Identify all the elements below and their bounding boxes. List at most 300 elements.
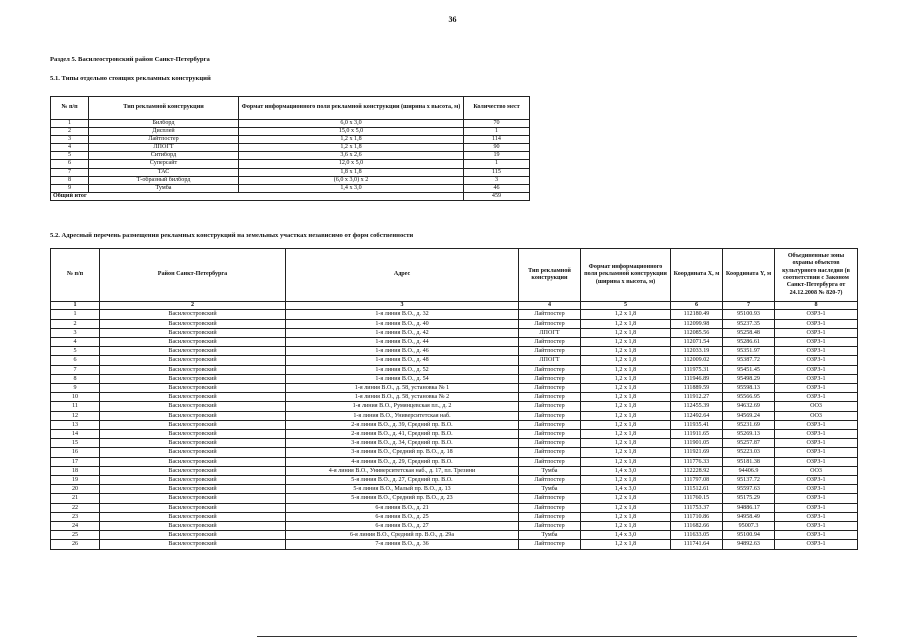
table-cell: ОО3 xyxy=(775,466,858,475)
table-cell: 26 xyxy=(51,540,100,549)
table-cell: 1,2 х 1,8 xyxy=(581,365,671,374)
table-cell: 19 xyxy=(464,152,530,160)
table-row xyxy=(51,540,858,549)
table-cell: 1,2 х 1,8 xyxy=(581,476,671,485)
column-number: 7 xyxy=(723,302,775,310)
table-cell: 111760.15 xyxy=(671,494,723,503)
table-cell: Василеостровский xyxy=(100,411,286,420)
table-cell: 6 xyxy=(51,160,89,168)
table-cell: 1,2 х 1,8 xyxy=(581,319,671,328)
table-cell: 115 xyxy=(464,168,530,176)
table-cell: 1 xyxy=(51,120,89,128)
table-cell: 1-я линия В.О., д. 58, установка № 2 xyxy=(286,393,519,402)
table-cell: 111946.89 xyxy=(671,374,723,383)
table-cell: 111512.61 xyxy=(671,485,723,494)
table-cell: 1-я линия В.О., д. 46 xyxy=(286,347,519,356)
table-cell: 1,2 х 1,8 xyxy=(581,430,671,439)
table-cell: 5 xyxy=(51,347,100,356)
total-label: Общий итог xyxy=(51,192,464,200)
table-cell: ОЗРЗ-1 xyxy=(775,430,858,439)
table-cell: ОЗРЗ-1 xyxy=(775,448,858,457)
table-row xyxy=(51,384,858,393)
table-cell: 1-я линия В.О., д. 44 xyxy=(286,338,519,347)
table-cell: Лайтпостер xyxy=(519,457,581,466)
table-cell: ОЗРЗ-1 xyxy=(775,540,858,549)
table-cell: 2 xyxy=(51,319,100,328)
table-row xyxy=(51,120,530,128)
table-cell: 1,2 х 1,8 xyxy=(581,512,671,521)
table-row xyxy=(51,319,858,328)
table-cell: 1-я линия В.О., д. 42 xyxy=(286,328,519,337)
table-cell: 1,2 х 1,8 xyxy=(581,402,671,411)
table-cell: ОЗРЗ-1 xyxy=(775,384,858,393)
table-row xyxy=(51,457,858,466)
section-title: Раздел 5. Василеостровский район Санкт-Петербурга xyxy=(50,56,210,63)
table-cell: 1,2 х 1,8 xyxy=(581,374,671,383)
table-cell: 94892.63 xyxy=(723,540,775,549)
table2-column-number-row xyxy=(51,302,858,310)
table-row xyxy=(51,420,858,429)
table-cell: 1,2 х 1,8 xyxy=(581,448,671,457)
table-cell: 111889.59 xyxy=(671,384,723,393)
table-cell: 95387.72 xyxy=(723,356,775,365)
table-cell: Лайтпостер xyxy=(519,347,581,356)
table-row xyxy=(51,430,858,439)
table-row xyxy=(51,176,530,184)
table-cell: Тумба xyxy=(519,466,581,475)
table-cell: 23 xyxy=(51,512,100,521)
table-cell: 5-я линия В.О., Средний пр. В.О., д. 23 xyxy=(286,494,519,503)
table-cell: Василеостровский xyxy=(100,540,286,549)
table-cell: 13 xyxy=(51,420,100,429)
table-cell: ОЗРЗ-1 xyxy=(775,338,858,347)
table-cell: Василеостровский xyxy=(100,457,286,466)
table-row xyxy=(51,522,858,531)
table-cell: 4-я линия В.О., Университетская наб., д. 17, пл. Трезини xyxy=(286,466,519,475)
table-cell: 7-я линия В.О., д. 36 xyxy=(286,540,519,549)
table-cell: ТАС xyxy=(89,168,239,176)
total-value: 459 xyxy=(464,192,530,200)
table-cell: Лайтпостер xyxy=(519,393,581,402)
table-cell: 95100.93 xyxy=(723,310,775,319)
table-cell: 112099.98 xyxy=(671,319,723,328)
table-cell: 95258.48 xyxy=(723,328,775,337)
table2-header: № п/п xyxy=(51,249,100,302)
table-cell: 1,2 х 1,8 xyxy=(581,494,671,503)
table-cell: 112180.49 xyxy=(671,310,723,319)
table-cell: 3 xyxy=(51,136,89,144)
table-cell: 1 xyxy=(464,128,530,136)
table-row xyxy=(51,356,858,365)
table-cell: Василеостровский xyxy=(100,374,286,383)
table-cell: ОЗРЗ-1 xyxy=(775,503,858,512)
table-cell: 95181.38 xyxy=(723,457,775,466)
table-cell: 6-я линия В.О., д. 27 xyxy=(286,522,519,531)
table-cell: 6-я линия В.О., д. 25 xyxy=(286,512,519,521)
table2-header: Тип рекламной конструкции xyxy=(519,249,581,302)
table-row xyxy=(51,184,530,192)
table-cell: ОЗРЗ-1 xyxy=(775,328,858,337)
column-number: 8 xyxy=(775,302,858,310)
table-cell: Лайтпостер xyxy=(519,411,581,420)
table2-header: Формат информационного поля рекламной конструкции (ширина х высота, м) xyxy=(581,249,671,302)
table-cell: Василеостровский xyxy=(100,448,286,457)
table-cell: Василеостровский xyxy=(100,439,286,448)
column-number: 4 xyxy=(519,302,581,310)
table1-header: Формат информационного поля рекламной конструкции (ширина х высота, м) xyxy=(239,97,464,120)
table-cell: 95351.97 xyxy=(723,347,775,356)
table-cell: 94632.69 xyxy=(723,402,775,411)
table-cell: 4 xyxy=(51,144,89,152)
table1-header-row xyxy=(51,97,530,120)
table-cell: 3 xyxy=(51,328,100,337)
table-cell: 3-я линия В.О., д. 34, Средний пр. В.О. xyxy=(286,439,519,448)
table-cell: Лайтпостер xyxy=(519,402,581,411)
table-cell: Лайтпостер xyxy=(519,374,581,383)
table-cell: 12,0 х 5,0 xyxy=(239,160,464,168)
table-row xyxy=(51,393,858,402)
table-row xyxy=(51,328,858,337)
table-cell: 112071.54 xyxy=(671,338,723,347)
table-row xyxy=(51,168,530,176)
table-cell: ЛПОГТ xyxy=(519,356,581,365)
table-cell: Лайтпостер xyxy=(519,430,581,439)
table-cell: 1-я линия В.О., д. 48 xyxy=(286,356,519,365)
table-cell: 1,2 х 1,8 xyxy=(581,540,671,549)
table-cell: 15,0 х 5,0 xyxy=(239,128,464,136)
table-cell: Василеостровский xyxy=(100,503,286,512)
table-cell: 112492.64 xyxy=(671,411,723,420)
table-row xyxy=(51,152,530,160)
table-cell: ЛПОГТ xyxy=(519,328,581,337)
table-cell: 95257.87 xyxy=(723,439,775,448)
table-cell: 95100.94 xyxy=(723,531,775,540)
table-cell: 20 xyxy=(51,485,100,494)
table-row xyxy=(51,128,530,136)
page-number: 36 xyxy=(448,15,457,24)
table-cell: 7 xyxy=(51,168,89,176)
table-cell: 1,4 х 3,0 xyxy=(581,485,671,494)
table-cell: 95566.95 xyxy=(723,393,775,402)
table-cell: 3 xyxy=(464,176,530,184)
table-cell: 24 xyxy=(51,522,100,531)
table-cell: 6,0 х 3,0 xyxy=(239,120,464,128)
table-cell: 6-я линия В.О., д. 21 xyxy=(286,503,519,512)
table-cell: 112033.19 xyxy=(671,347,723,356)
table-cell: 111797.08 xyxy=(671,476,723,485)
table-cell: 25 xyxy=(51,531,100,540)
table-cell: 1,2 х 1,8 xyxy=(581,503,671,512)
table-cell: Василеостровский xyxy=(100,384,286,393)
table-cell: 95231.69 xyxy=(723,420,775,429)
table-cell: Тумба xyxy=(89,184,239,192)
table-cell: Василеостровский xyxy=(100,476,286,485)
table-cell: Василеостровский xyxy=(100,393,286,402)
table-cell: 94958.49 xyxy=(723,512,775,521)
table-cell: 17 xyxy=(51,457,100,466)
table-cell: Василеостровский xyxy=(100,420,286,429)
table-row xyxy=(51,365,858,374)
table-cell: 1,2 х 1,8 xyxy=(239,144,464,152)
table-cell: Василеостровский xyxy=(100,522,286,531)
table-cell: 1,2 х 1,8 xyxy=(581,393,671,402)
table-cell: 1-я линия В.О., Румянцевская пл., д. 2 xyxy=(286,402,519,411)
table-cell: 112455.39 xyxy=(671,402,723,411)
table2-header-row xyxy=(51,249,858,302)
table-cell: 1,2 х 1,8 xyxy=(581,310,671,319)
table-row xyxy=(51,494,858,503)
table-cell: 1-я линия В.О., д. 54 xyxy=(286,374,519,383)
table-cell: 10 xyxy=(51,393,100,402)
table2-header: Район Санкт-Петербурга xyxy=(100,249,286,302)
table-cell: 16 xyxy=(51,448,100,457)
table-cell: ОЗРЗ-1 xyxy=(775,522,858,531)
table-cell: 4-я линия В.О., д. 29, Средний пр. В.О. xyxy=(286,457,519,466)
table-cell: 8 xyxy=(51,374,100,383)
table-cell: 5-я линия В.О., д. 27, Средний пр. В.О. xyxy=(286,476,519,485)
table-cell: ЛПОГТ xyxy=(89,144,239,152)
table-cell: 7 xyxy=(51,365,100,374)
column-number: 6 xyxy=(671,302,723,310)
table-cell: 111753.37 xyxy=(671,503,723,512)
table-cell: Дисплей xyxy=(89,128,239,136)
table-row xyxy=(51,439,858,448)
table-cell: 1-я линия В.О., Университетская наб. xyxy=(286,411,519,420)
table-cell: Василеостровский xyxy=(100,310,286,319)
table-cell: 1,2 х 1,8 xyxy=(581,522,671,531)
table-row xyxy=(51,448,858,457)
table1-header: Тип рекламной конструкции xyxy=(89,97,239,120)
table-cell: 11 xyxy=(51,402,100,411)
table-cell: 1 xyxy=(464,160,530,168)
table-cell: 18 xyxy=(51,466,100,475)
table1-body xyxy=(51,120,530,193)
table-cell: ОЗРЗ-1 xyxy=(775,494,858,503)
table-cell: 111776.33 xyxy=(671,457,723,466)
table-cell: Василеостровский xyxy=(100,531,286,540)
table-cell: Василеостровский xyxy=(100,494,286,503)
table-cell: 111935.41 xyxy=(671,420,723,429)
table-cell: Лайтпостер xyxy=(519,512,581,521)
table-cell: 8 xyxy=(51,176,89,184)
table-cell: 21 xyxy=(51,494,100,503)
table-row xyxy=(51,411,858,420)
table-cell: 2-я линия В.О., д. 39, Средний пр. В.О. xyxy=(286,420,519,429)
table-cell: ОЗРЗ-1 xyxy=(775,485,858,494)
table-cell: ОЗРЗ-1 xyxy=(775,374,858,383)
table-cell: 1,4 х 3,0 xyxy=(581,466,671,475)
table-cell: ОЗРЗ-1 xyxy=(775,319,858,328)
table-cell: ОЗРЗ-1 xyxy=(775,457,858,466)
table-row xyxy=(51,512,858,521)
table-cell: ОЗРЗ-1 xyxy=(775,347,858,356)
table-cell: 95223.03 xyxy=(723,448,775,457)
table-cell: 4 xyxy=(51,338,100,347)
table-cell: 1,2 х 1,8 xyxy=(581,384,671,393)
table-cell: 95007.3 xyxy=(723,522,775,531)
table-cell: Лайтпостер xyxy=(89,136,239,144)
table-cell: 12 xyxy=(51,411,100,420)
table2-header: Координата Y, м xyxy=(723,249,775,302)
table-cell: 1-я линия В.О., д. 32 xyxy=(286,310,519,319)
table-cell: ОЗРЗ-1 xyxy=(775,439,858,448)
table-cell: 1,2 х 1,8 xyxy=(239,136,464,144)
table2-header: Координата X, м xyxy=(671,249,723,302)
table-cell: 70 xyxy=(464,120,530,128)
table-cell: 112228.92 xyxy=(671,466,723,475)
table-cell: 95269.13 xyxy=(723,430,775,439)
table-cell: 114 xyxy=(464,136,530,144)
table-cell: Лайтпостер xyxy=(519,420,581,429)
table-cell: 1-я линия В.О., д. 40 xyxy=(286,319,519,328)
table-cell: Василеостровский xyxy=(100,338,286,347)
table-cell: 111975.31 xyxy=(671,365,723,374)
table-cell: Василеостровский xyxy=(100,356,286,365)
table-cell: 112009.02 xyxy=(671,356,723,365)
table-cell: 9 xyxy=(51,384,100,393)
table-cell: 9 xyxy=(51,184,89,192)
table1-header: Количество мест xyxy=(464,97,530,120)
column-number: 1 xyxy=(51,302,100,310)
table-cell: 94569.24 xyxy=(723,411,775,420)
table-cell: Тумба xyxy=(519,531,581,540)
table-cell: 5 xyxy=(51,152,89,160)
table-cell: Ситиборд xyxy=(89,152,239,160)
table-row xyxy=(51,338,858,347)
table-cell: ОЗРЗ-1 xyxy=(775,531,858,540)
table-cell: 1,2 х 1,8 xyxy=(581,420,671,429)
table-cell: 5-я линия В.О., Малый пр. В.О., д. 13 xyxy=(286,485,519,494)
table1-total-row xyxy=(51,192,530,200)
table-cell: Василеостровский xyxy=(100,466,286,475)
table-cell: ОЗРЗ-1 xyxy=(775,310,858,319)
table-cell: Василеостровский xyxy=(100,402,286,411)
table-cell: Лайтпостер xyxy=(519,476,581,485)
table-row xyxy=(51,476,858,485)
table-cell: 1-я линия В.О., д. 58, установка № 1 xyxy=(286,384,519,393)
table-cell: Лайтпостер xyxy=(519,365,581,374)
table-cell: 6 xyxy=(51,356,100,365)
table-cell: 111633.05 xyxy=(671,531,723,540)
table1-header: № п/п xyxy=(51,97,89,120)
table-row xyxy=(51,402,858,411)
table-row xyxy=(51,160,530,168)
table-cell: Суперсайт xyxy=(89,160,239,168)
column-number: 3 xyxy=(286,302,519,310)
table-cell: 111901.05 xyxy=(671,439,723,448)
table-cell: 1,2 х 1,8 xyxy=(581,347,671,356)
table-cell: 2-я линия В.О., д. 41, Средний пр. В.О. xyxy=(286,430,519,439)
table-cell: 1,2 х 1,8 xyxy=(581,338,671,347)
table-cell: 95498.29 xyxy=(723,374,775,383)
table-cell: ОЗРЗ-1 xyxy=(775,356,858,365)
table-cell: Лайтпостер xyxy=(519,310,581,319)
subsection1-title: 5.1. Типы отдельно стоящих рекламных конструкций xyxy=(50,75,211,82)
table-cell: Лайтпостер xyxy=(519,494,581,503)
table-cell: 95451.45 xyxy=(723,365,775,374)
subsection2-title: 5.2. Адресный перечень размещения рекламных конструкций на земельных участках независимо от форм собственности xyxy=(50,232,414,239)
table-cell: ОО3 xyxy=(775,411,858,420)
table-cell: 95597.63 xyxy=(723,485,775,494)
table-cell: Василеостровский xyxy=(100,347,286,356)
table-cell: 95286.61 xyxy=(723,338,775,347)
table-cell: 1,2 х 1,8 xyxy=(581,356,671,365)
table-cell: 1,8 х 1,8 xyxy=(239,168,464,176)
table-cell: ОЗРЗ-1 xyxy=(775,420,858,429)
table-row xyxy=(51,531,858,540)
table-row xyxy=(51,374,858,383)
table-cell: 6-я линия В.О., Средний пр. В.О., д. 29а xyxy=(286,531,519,540)
table-cell: Лайтпостер xyxy=(519,338,581,347)
table-cell: 19 xyxy=(51,476,100,485)
address-list-table xyxy=(50,248,858,550)
table-cell: 1,2 х 1,8 xyxy=(581,439,671,448)
table-cell: 95137.72 xyxy=(723,476,775,485)
table-cell: ОЗРЗ-1 xyxy=(775,512,858,521)
table-row xyxy=(51,144,530,152)
table2-header: Объединенные зоны охраны объектов культурного наследия (в соответствии с Законом Санкт-Петербурга от 24.12.2008 № 820-7) xyxy=(775,249,858,302)
table-cell: Лайтпостер xyxy=(519,448,581,457)
table-cell: 111682.66 xyxy=(671,522,723,531)
column-number: 2 xyxy=(100,302,286,310)
table-cell: 111710.86 xyxy=(671,512,723,521)
table-cell: ОО3 xyxy=(775,402,858,411)
table-cell: Лайтпостер xyxy=(519,384,581,393)
table-cell: 90 xyxy=(464,144,530,152)
table-cell: 111741.64 xyxy=(671,540,723,549)
ad-types-table xyxy=(50,96,530,201)
table-row xyxy=(51,347,858,356)
table-cell: 15 xyxy=(51,439,100,448)
table-cell: 94886.17 xyxy=(723,503,775,512)
table-cell: 3,6 х 2,6 xyxy=(239,152,464,160)
page-bottom-rule xyxy=(257,636,857,637)
table-cell: 112085.56 xyxy=(671,328,723,337)
table-cell: 3-я линия В.О., Средний пр. В.О., д. 18 xyxy=(286,448,519,457)
table-cell: 111912.27 xyxy=(671,393,723,402)
table-cell: ОЗРЗ-1 xyxy=(775,476,858,485)
table-cell: Василеостровский xyxy=(100,365,286,374)
table-row xyxy=(51,136,530,144)
table-cell: (6,0 х 3,0) х 2 xyxy=(239,176,464,184)
table-cell: 1,4 х 3,0 xyxy=(581,531,671,540)
table-cell: 95175.29 xyxy=(723,494,775,503)
table-cell: ОЗРЗ-1 xyxy=(775,365,858,374)
table-cell: Лайтпостер xyxy=(519,522,581,531)
table-row xyxy=(51,466,858,475)
table-cell: Лайтпостер xyxy=(519,540,581,549)
table-cell: 111921.69 xyxy=(671,448,723,457)
table-row xyxy=(51,310,858,319)
table-cell: 95237.35 xyxy=(723,319,775,328)
table-cell: 22 xyxy=(51,503,100,512)
table-cell: Василеостровский xyxy=(100,328,286,337)
table-cell: 94406.9 xyxy=(723,466,775,475)
table-cell: ОЗРЗ-1 xyxy=(775,393,858,402)
table-cell: 1,4 х 3,0 xyxy=(239,184,464,192)
table-cell: 95598.13 xyxy=(723,384,775,393)
table-cell: Василеостровский xyxy=(100,512,286,521)
table-cell: Билборд xyxy=(89,120,239,128)
table-cell: Василеостровский xyxy=(100,430,286,439)
table-cell: 1,2 х 1,8 xyxy=(581,328,671,337)
column-number: 5 xyxy=(581,302,671,310)
table-cell: 1,2 х 1,8 xyxy=(581,411,671,420)
table-cell: Лайтпостер xyxy=(519,439,581,448)
table2-header: Адрес xyxy=(286,249,519,302)
table-cell: 111911.65 xyxy=(671,430,723,439)
table2-body xyxy=(51,310,858,549)
